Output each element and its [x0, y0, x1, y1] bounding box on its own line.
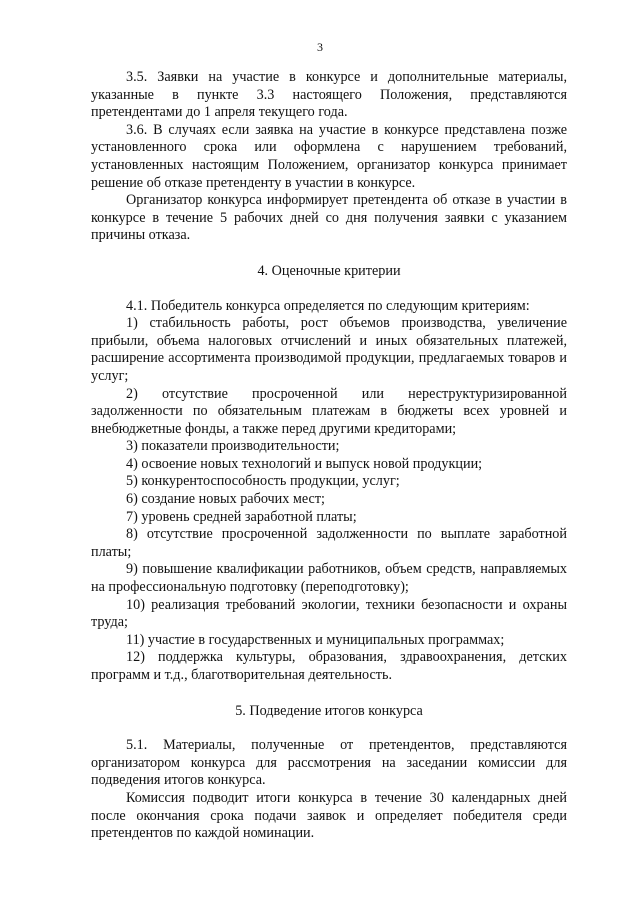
criterion-7: 7) уровень средней заработной платы; — [126, 508, 357, 525]
criterion-5: 5) конкурентоспособность продукции, услуг; — [126, 473, 400, 490]
section-5-heading: 5. Подведение итогов конкурса — [235, 702, 423, 719]
criterion-4: 4) освоение новых технологий и выпуск новой продукции; — [126, 455, 483, 472]
spacer — [91, 720, 567, 737]
criterion-3: 3) показатели производительности; — [126, 438, 340, 455]
spacer — [91, 281, 567, 298]
document-body — [91, 69, 567, 843]
paragraph-5-1: 5.1. Материалы, полученные от претендентов, представляются организатором конкурса для рассмотрения на заседании комиссии для подведения итогов конкурса. — [91, 737, 567, 789]
section-4-heading: 4. Оценочные критерии — [257, 262, 401, 279]
criterion-12: 12) поддержка культуры, образования, здравоохранения, детских программ и т.д., благотворительная деятельность. — [91, 649, 567, 683]
criterion-10: 10) реализация требований экологии, техники безопасности и охраны труда; — [91, 596, 567, 631]
spacer — [91, 685, 567, 703]
criterion-8: 8) отсутствие просроченной задолженности по выплате заработной платы; — [91, 526, 567, 560]
criterion-1: 1) стабильность работы, рост объемов производства, увеличение прибыли, объема налоговых отчислений и иных обязательных платежей, расширение ассортимента производимой продукции, предлагаемых товаров и услуг; — [91, 315, 567, 384]
criterion-9: 9) повышение квалификации работников, объем средств, направляемых на профессиональную подготовку (переподготовку); — [91, 561, 567, 596]
paragraph-commission: Комиссия подводит итоги конкурса в течение 30 календарных дней после окончания срока подачи заявок и определяет победителя среди претендентов по каждой номинации. — [91, 789, 567, 842]
criterion-6: 6) создание новых рабочих мест; — [126, 491, 325, 508]
paragraph-refusal-notice: Организатор конкурса информирует претендента об отказе в участии в конкурсе в течение 5 рабочих дней со дня получения заявки с указанием причины отказа. — [91, 192, 567, 244]
criterion-11: 11) участие в государственных и муниципальных программах; — [126, 631, 505, 648]
criterion-2: 2) отсутствие просроченной или нереструктуризированной задолженности по обязательным платежам в бюджеты всех уровней и внебюджетные фонды, а также перед другими кредиторами; — [91, 385, 567, 437]
paragraph-3-6: 3.6. В случаях если заявка на участие в конкурсе представлена позже установленного срока или оформлена с нарушением требований, установленных настоящим Положением, организатор конкурса принимает решение об отказе претенденту в участии в конкурсе. — [91, 121, 567, 191]
spacer — [91, 245, 567, 263]
paragraph-3-5: 3.5. Заявки на участие в конкурсе и дополнительные материалы, указанные в пункте 3.3 настоящего Положения, представляются претендентами до 1 апреля текущего года. — [91, 69, 567, 121]
page-number: 3 — [317, 40, 323, 54]
paragraph-4-1: 4.1. Победитель конкурса определяется по следующим критериям: — [126, 297, 530, 314]
